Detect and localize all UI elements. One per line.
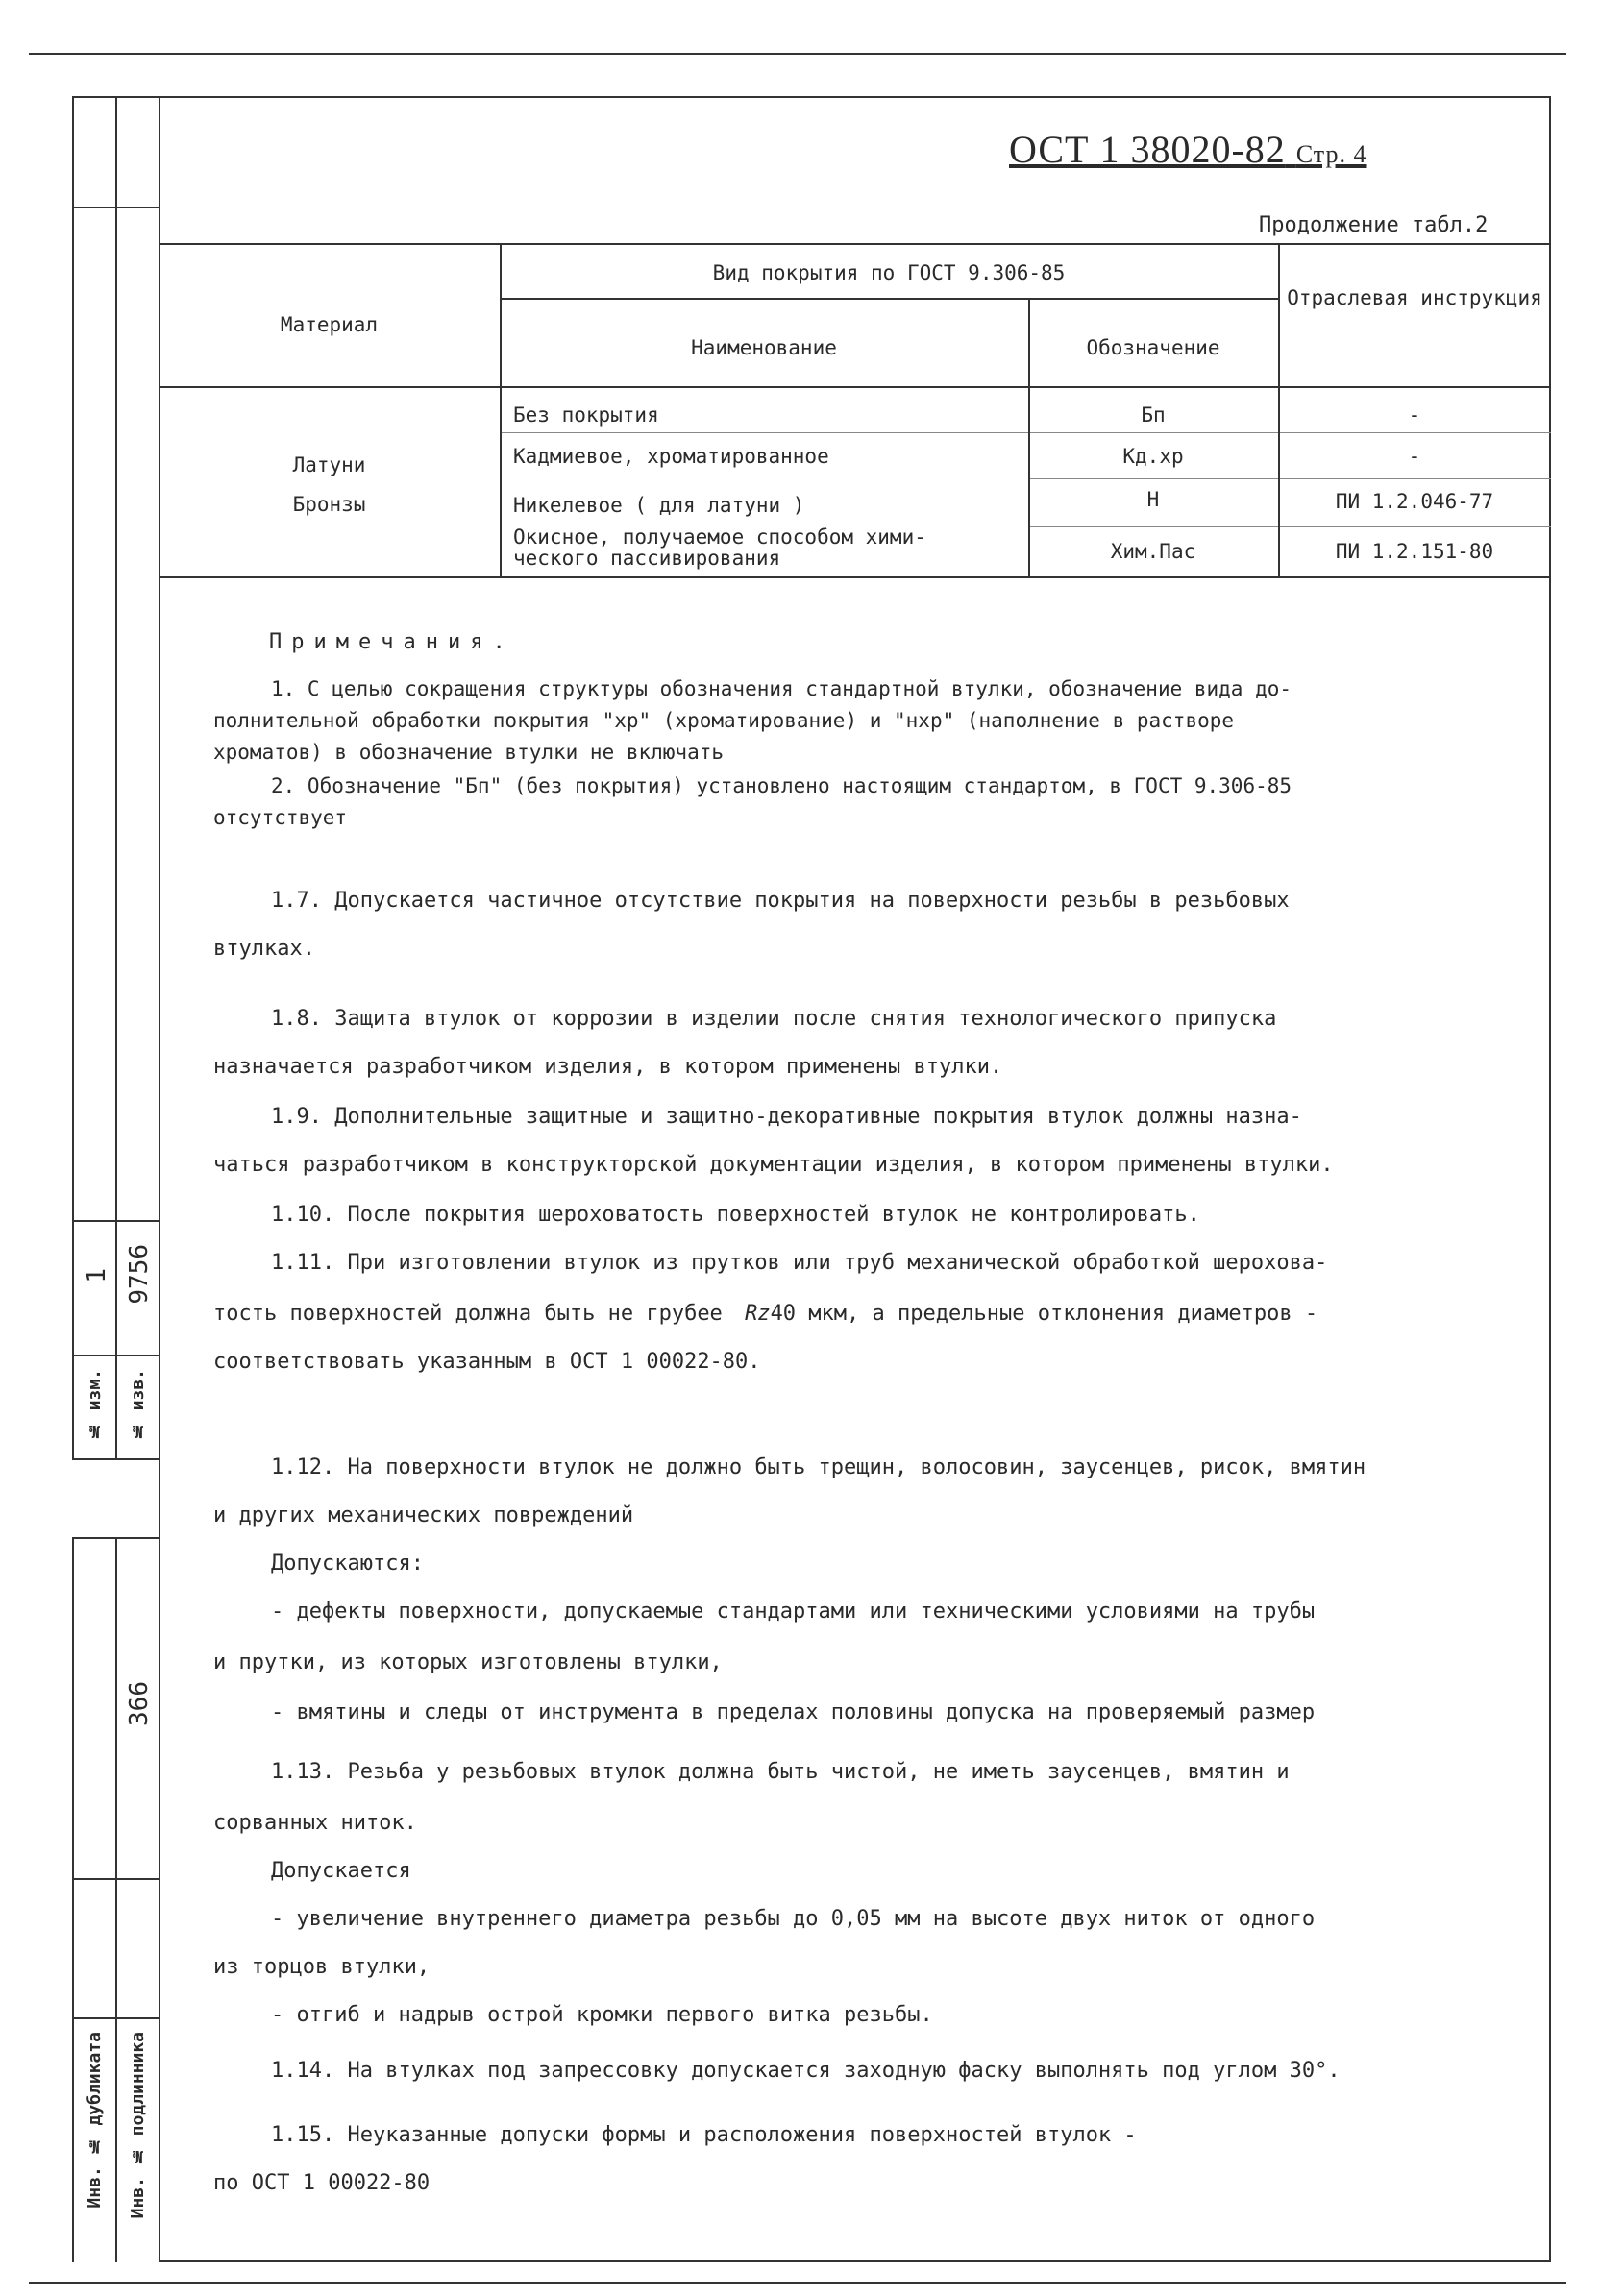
clause-1-11-line-2b: 40 мкм, а предельные отклонения диаметров - (770, 1302, 1318, 1326)
col-name-header: Наименование (691, 336, 837, 359)
clause-1-7-line-1: 1.7. Допускается частичное отсутствие покрытия на поверхности резьбы в резьбовых (271, 889, 1290, 913)
table-row-designation: Хим.Пас (1110, 540, 1196, 563)
stamp-top-line (72, 96, 160, 98)
change-no-value: 1 (83, 1268, 111, 1283)
note-2-line-1: 2. Обозначение "Бп" (без покрытия) установлено настоящим стандартом, в ГОСТ 9.306-85 (271, 774, 1292, 797)
table-row-line-1 (500, 432, 1551, 433)
page-top-border (29, 53, 1566, 55)
stamp-sep-1 (72, 207, 160, 208)
clause-1-9-line-1: 1.9. Дополнительные защитные и защитно-декоративные покрытия втулок должны назна- (271, 1105, 1302, 1129)
table-row-instruction: - (1408, 445, 1421, 468)
material-brass: Латуни (292, 453, 366, 476)
clause-1-13-line-1: 1.13. Резьба у резьбовых втулок должна быть чистой, не иметь заусенцев, вмятин и (271, 1760, 1290, 1784)
clause-1-12-line-6: - вмятины и следы от инструмента в пределах половины допуска на проверяемый размер (271, 1700, 1316, 1724)
dup-inv-label: Инв. № дубликата (85, 2032, 105, 2209)
clause-1-7-line-2: втулках. (213, 937, 315, 961)
table-row (513, 526, 926, 569)
sheet-top-border (159, 96, 1551, 98)
notice-no-label: № изв. (128, 1369, 148, 1442)
col-instruction-header: Отраслевая инструкция (1287, 286, 1542, 309)
note-1-line-2: полнительной обработки покрытия "хр" (хроматирование) и "нхр" (наполнение в растворе (213, 709, 1235, 732)
table-header-mid (500, 298, 1278, 300)
table-row-instruction: ПИ 1.2.151-80 (1335, 540, 1494, 563)
table-row-designation: Н (1146, 488, 1160, 511)
table-row-line-3 (1028, 526, 1551, 527)
stamp-col-line-1 (72, 96, 74, 1460)
table-row-name-line2: ческого пассивирования (513, 547, 781, 570)
clause-1-10: 1.10. После покрытия шероховатость поверхностей втулок не контролировать. (271, 1203, 1200, 1227)
table-top (159, 243, 1551, 245)
clause-1-11-line-1: 1.11. При изготовлении втулок из прутков или труб механической обработкой шерохова- (271, 1251, 1328, 1275)
document-number-header (1009, 127, 1367, 172)
clause-1-11-line-2a: тость поверхностей должна быть не грубее (213, 1302, 723, 1326)
table-header-bottom (159, 386, 1551, 388)
table-row: Без покрытия (513, 403, 659, 427)
clause-1-14: 1.14. На втулках под запрессовку допускается заходную фаску выполнять под углом 30°. (271, 2059, 1341, 2083)
table-row-line-2 (1028, 478, 1551, 479)
clause-1-11-line-3: соответствовать указанным в ОСТ 1 00022-80. (213, 1350, 761, 1374)
material-bronze: Бронзы (292, 493, 366, 516)
note-2-line-2: отсутствует (213, 806, 348, 829)
col-designation-header: Обозначение (1086, 336, 1220, 359)
clause-1-8-line-2: назначается разработчиком изделия, в котором применены втулки. (213, 1055, 1003, 1079)
clause-1-8-line-1: 1.8. Защита втулок от коррозии в изделии после снятия технологического припуска (271, 1007, 1277, 1031)
clause-1-13-line-2: сорванных ниток. (213, 1811, 417, 1835)
note-1-line-3: хроматов) в обозначение втулки не включать (213, 741, 725, 764)
page-label: Стр. 4 (1295, 140, 1367, 168)
stamp-sep-3 (72, 1355, 160, 1356)
stamp-col-line-2 (115, 96, 117, 1460)
sheet-left-border (159, 96, 160, 2262)
clause-1-12-line-3: Допускаются: (271, 1551, 424, 1575)
stamp2-col-line-2 (115, 1537, 117, 2262)
table-row-instruction: ПИ 1.2.046-77 (1335, 490, 1494, 513)
clause-1-12-line-2: и других механических повреждений (213, 1503, 634, 1527)
clause-1-15-line-2: по ОСТ 1 00022-80 (213, 2171, 431, 2195)
change-no-label: № изм. (85, 1369, 105, 1442)
notice-no-value: 9756 (125, 1244, 154, 1305)
note-1-line-1: 1. С целью сокращения структуры обозначения стандартной втулки, обозначение вида до- (271, 677, 1292, 700)
table-row-instruction: - (1408, 403, 1421, 427)
col-material-header: Материал (280, 313, 379, 336)
orig-inv-label: Инв. № подлинника (128, 2032, 148, 2219)
stamp2-sep-2 (72, 2017, 160, 2019)
orig-inv-value: 366 (125, 1681, 154, 1726)
sheet-bottom-border (159, 2260, 1551, 2262)
clause-1-9-line-2: чаться разработчиком в конструкторской документации изделия, в котором применены втулки. (213, 1153, 1334, 1177)
roughness-symbol: Rz (745, 1302, 771, 1326)
clause-1-13-line-6: - отгиб и надрыв острой кромки первого витка резьбы. (271, 2003, 933, 2027)
stamp2-top-line (72, 1537, 160, 1539)
notes-title: Примечания. (269, 630, 515, 654)
clause-1-12-line-4: - дефекты поверхности, допускаемые стандартами или техническими условиями на трубы (271, 1600, 1316, 1624)
stamp2-sep-1 (72, 1878, 160, 1880)
table-row-designation: Кд.хр (1122, 445, 1184, 468)
table-row: Кадмиевое, хроматированное (513, 445, 829, 468)
stamp2-col-line-1 (72, 1537, 74, 2262)
table-vline-1 (500, 243, 502, 578)
table-row-designation: Бп (1141, 403, 1166, 427)
table-bottom (159, 576, 1551, 578)
doc-number: ОСТ 1 38020-82 (1009, 128, 1286, 171)
clause-1-12-line-5: и прутки, из которых изготовлены втулки, (213, 1650, 723, 1674)
stamp-sep-2 (72, 1220, 160, 1222)
table-row: Никелевое ( для латуни ) (513, 494, 805, 517)
clause-1-13-line-5: из торцов втулки, (213, 1955, 431, 1979)
stamp-sep-4 (72, 1458, 160, 1460)
table-row-name-line1: Окисное, получаемое способом хими- (513, 525, 926, 549)
clause-1-11-line-2 (213, 1302, 1539, 1326)
clause-1-15-line-1: 1.15. Неуказанные допуски формы и расположения поверхностей втулок - (271, 2123, 1137, 2147)
clause-1-12-line-1: 1.12. На поверхности втулок не должно быть трещин, волосовин, заусенцев, рисок, вмятин (271, 1455, 1366, 1479)
table-continuation-label: Продолжение табл.2 (1259, 213, 1489, 237)
clause-1-13-line-3: Допускается (271, 1859, 411, 1883)
col-coating-group-header: Вид покрытия по ГОСТ 9.306-85 (712, 261, 1066, 284)
page-bottom-border (29, 2282, 1566, 2284)
clause-1-13-line-4: - увеличение внутреннего диаметра резьбы до 0,05 мм на высоте двух ниток от одного (271, 1907, 1316, 1931)
